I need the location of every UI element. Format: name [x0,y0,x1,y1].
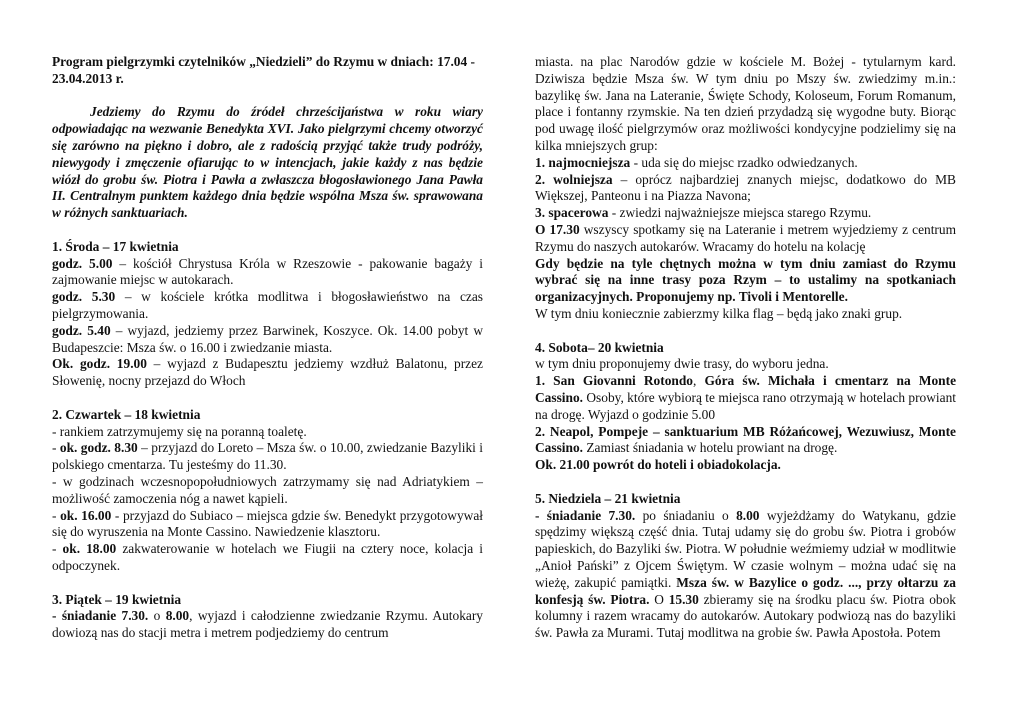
day5-plain: zbieramy się na środku placu św. Piotra obok kolumny i razem wracamy do autokarów. Autokary podwiozą nas do bazyliki św. Pawła za Murami. Tutaj modlitwa na grobie św. Pawła Apostoła. Potem [535,591,956,641]
day1-heading: 1. Środa – 17 kwietnia [52,238,179,254]
day1-item-time: godz. 5.30 [52,289,116,305]
day4-section [535,340,956,474]
day2-prefix: - [52,507,61,523]
day2-time: ok. 18.00 [62,541,117,557]
document-title: Program pielgrzymki czytelników „Niedzieli” do Rzymu w dniach: 17.04 - 23.04.2013 r. [52,54,476,86]
day3-text: miasta. na plac Narodów gdzie w kościele M. Bożej - tytularnym kard. Dziwisza będzie Msza św. W tym dniu po Mszy św. zwiedzimy m.in.: bazylikę św. Jana na Lateranie, Święte Schody, Koloseum, Forum Romanum, place i fontanny rzymskie. Na ten dzień przydadzą się wygodne buty. Biorąc pod uwagę ilość pielgrzymów oraz możliwości kondycyjne podzielimy się na kilka mniejszych grup: [535,54,956,153]
day5-plain: wyjeżdżamy do Watykanu, gdzie spędzimy większą część dnia. Tutaj udamy się do grobu św. Piotra i grobów papieskich, do Bazyliki św. Piotra. W południe weźmiemy udział w modlitwie „Anioł Pański” z Ojcem Świętym. W czasie wolnym – można udać się na wieżę, zakupić pamiątki. [535,507,956,590]
day2-time: ok. 16.00 [60,507,112,523]
day5-plain: po śniadaniu o [635,507,737,523]
day4-route-title: 2. Neapol, Pompeje – sanktuarium MB Różańcowej, Wezuwiusz, Monte Cassino. [535,423,956,456]
day1-item [52,356,483,390]
day5-bold: 8.00 [736,507,760,523]
day3-plain: o [148,608,166,624]
day3-heading: 3. Piątek – 19 kwietnia [52,591,182,607]
day3-group-label: 2. wolniejsza [535,171,613,187]
day4-route-sep: , [693,373,705,389]
day2-time: ok. godz. 8.30 [59,440,138,456]
day4-route-text: Osoby, które wybiorą te miejsca rano otrzymają w hotelach prowiant na drogę. Wyjazd o godzinie 5.00 [535,389,956,422]
day1-item-time: Ok. godz. 19.00 [52,356,147,372]
day2-text: - przyjazd do Subiaco – miejsca gdzie św. Benedykt przygotowywał się do wyruszenia na Monte Cassino. Nawiedzenie klasztoru. [52,507,484,540]
day3-meeting-time: O 17.30 [535,221,580,237]
day2-prefix: - [52,440,60,456]
day1-item [52,323,483,357]
day5-heading: 5. Niedziela – 21 kwietnia [535,490,681,506]
day3-section [52,592,483,642]
day2-section [52,407,483,575]
day3-group-label: 1. najmocniejsza [535,154,631,170]
day2-prefix: - [52,541,63,557]
day4-return: Ok. 21.00 powrót do hoteli i obiadokolacja. [535,457,781,473]
day3-meeting [535,222,956,256]
day3-continuation [535,54,956,155]
day3-group-text: – oprócz najbardziej znanych miejsc, dodatkowo do MB Większej, Panteonu i na Piazza Navona; [535,171,956,204]
day5-plain: O [649,591,669,607]
day2-text: – przyjazd do Loreto – Msza św. o 10.00, zwiedzanie Bazyliki i polskiego cmentarza. Tu jesteśmy do 11.30. [52,440,484,473]
day3-bold: - śniadanie 7.30. [52,608,149,624]
day3-bold: 8.00 [165,608,190,624]
day4-heading: 4. Sobota– 20 kwietnia [535,339,664,355]
day3-group [535,155,956,172]
day1-item-time: godz. 5.00 [52,255,113,271]
right-column [535,54,956,642]
day2-line: - rankiem zatrzymujemy się na poranną toaletę. [52,423,307,439]
day3-text [52,608,483,642]
day4-route [535,424,956,458]
day3-meeting-text: wszyscy spotkamy się na Lateranie i metrem wyjedziemy z centrum Rzymu do naszych autokarów. Wracamy do hotelu na kolację [535,221,956,254]
day1-item-text: – kościół Chrystusa Króla w Rzeszowie - pakowanie bagaży i zajmowanie miejsc w autokarach. [52,255,483,288]
intro-paragraph: Jedziemy do Rzymu do źródeł chrześcijaństwa w roku wiary odpowiadając na wezwanie Benedykta XVI. Jako pielgrzymi chcemy otworzyć się zarówno na piękno i dobro, ale z radością przyjąć także trudy podróży, niewygody i zmęczenie ofiarując to w intencjach, jakie każdy z nas będzie wiózł do grobu św. Piotra i Pawła a zwłaszcza błogosławionego Jana Pawła II. Centralnym punktem każdego dnia będzie wspólna Msza św. sprawowana w różnych sanktuariach. [52,104,483,221]
day5-text [535,508,956,642]
day2-line [52,541,483,575]
day3-extra: Gdy będzie na tyle chętnych można w tym dniu zamiast do Rzymu wybrać się na inne trasy poza Rzym – to ustalimy na spotkaniach organizacyjnych. Proponujemy np. Tivoli i Mentorelle. [535,255,956,305]
day3-group-text: - zwiedzi najważniejsze miejsca starego Rzymu. [608,205,872,221]
day5-bold: 15.30 [668,591,699,607]
day1-item-text: – w kościele krótka modlitwa i błogosławieństwo na czas pielgrzymowania. [52,289,483,321]
day5-section [535,491,956,642]
day1-item-time: godz. 5.40 [52,322,111,338]
day2-line: - w godzinach wczesnopopołudniowych zatrzymamy się nad Adriatykiem – możliwość zamoczenia nóg a nawet kąpieli. [52,473,483,506]
left-column [52,54,483,642]
day3-plain: , wyjazd i całodzienne zwiedzanie Rzymu. Autokary dowiozą nas do stacji metra i metrem podjedziemy do centrum [52,608,484,641]
day4-route [535,373,956,423]
day1-section [52,239,483,390]
day4-line: w tym dniu proponujemy dwie trasy, do wyboru jedna. [535,356,829,372]
day2-line [52,440,483,474]
day5-bold: - śniadanie 7.30. [535,507,636,523]
day3-group-label: 3. spacerowa [535,205,609,221]
day3-group [535,172,956,206]
day3-group-text: - uda się do miejsc rzadko odwiedzanych. [630,154,858,170]
day4-route-title: 1. San Giovanni Rotondo [535,373,693,389]
day1-item [52,289,483,323]
day4-route-text: Zamiast śniadania w hotelu prowiant na drogę. [583,440,838,456]
day4-route-title: Góra św. Michała i cmentarz na Monte Cassino. [535,373,957,405]
day1-item-text: – wyjazd z Budapesztu jedziemy wzdłuż Balatonu, przez Słowenię, nocny przejazd do Włoch [52,356,483,389]
day2-line [52,508,483,542]
day2-text: zakwaterowanie w hotelach we Fiugii na cztery noce, kolacja i odpoczynek. [52,541,483,573]
day2-heading: 2. Czwartek – 18 kwietnia [52,406,201,422]
day3-flags: W tym dniu koniecznie zabierzmy kilka flag – będą jako znaki grup. [535,305,903,321]
day3-group [535,205,956,222]
day1-item [52,256,483,290]
day5-bold: Msza św. w Bazylice o godz. ..., przy ołtarzu za konfesją św. Piotra. [535,574,956,607]
day1-item-text: – wyjazd, jedziemy przez Barwinek, Koszyce. Ok. 14.00 pobyt w Budapeszcie: Msza św. o 16.00 i zwiedzanie miasta. [52,322,483,355]
